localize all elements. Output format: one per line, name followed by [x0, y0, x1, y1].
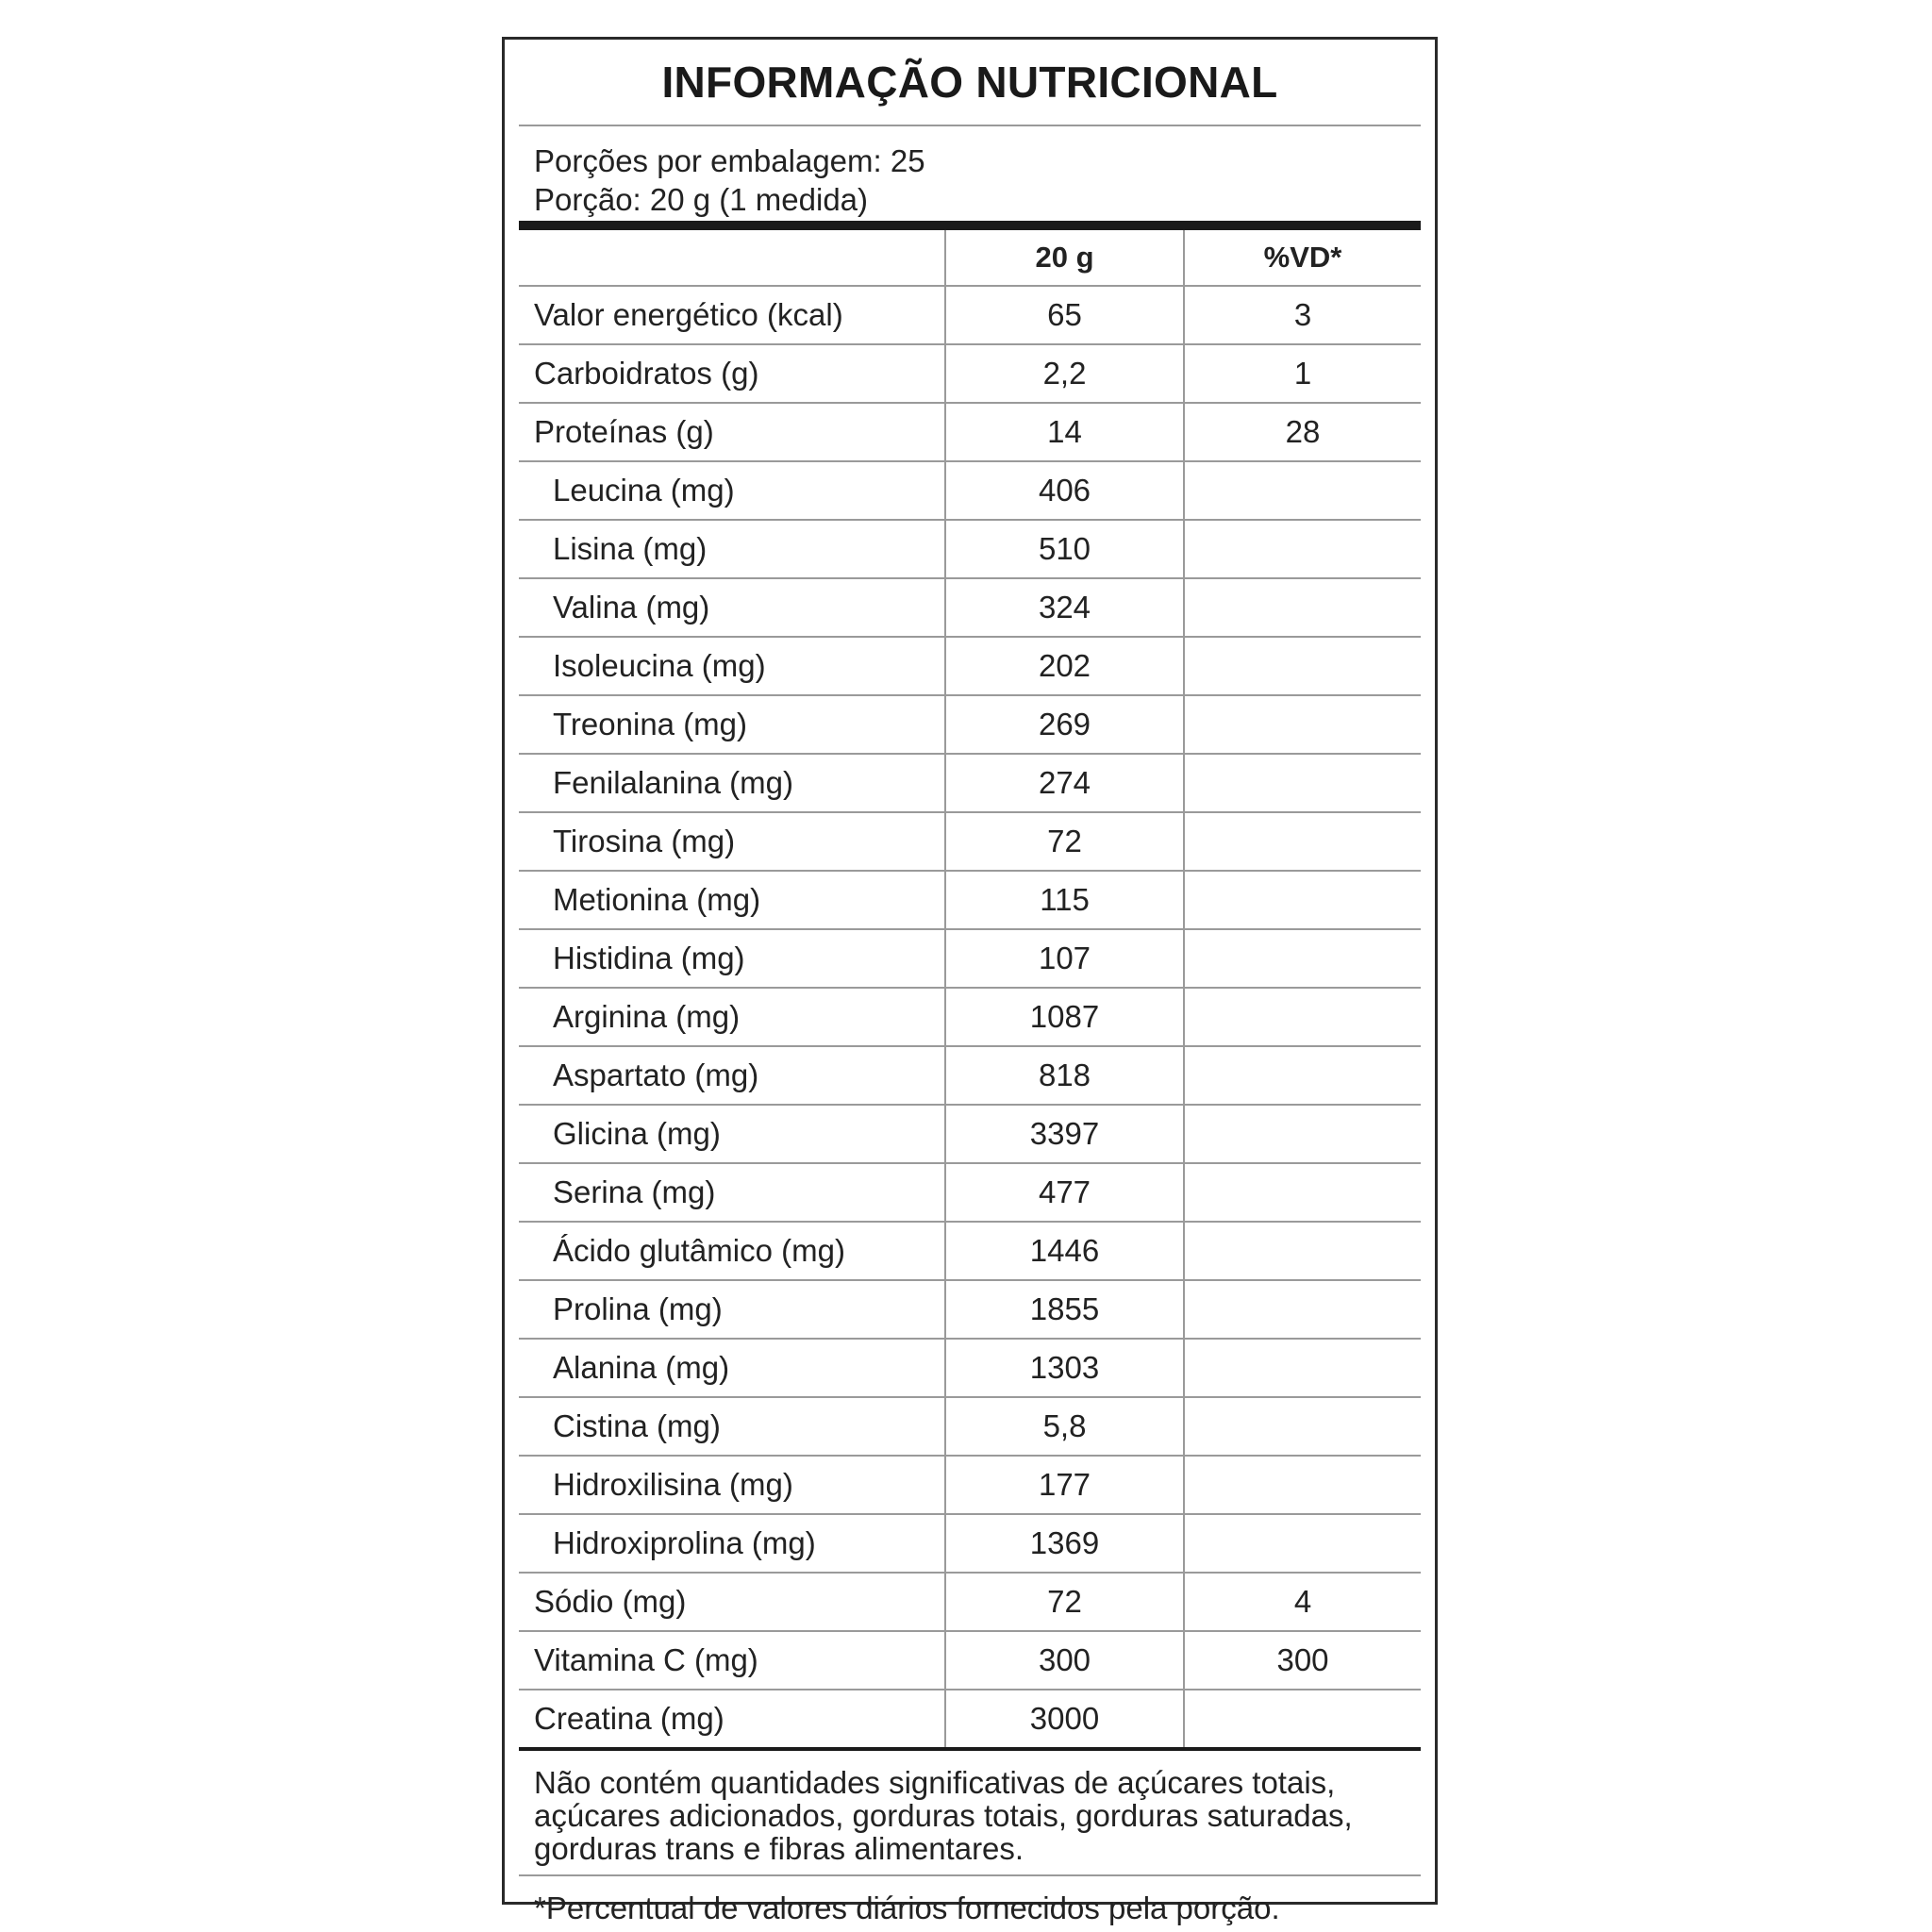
nutrient-daily-value-cell [1184, 988, 1421, 1046]
nutrient-amount-cell: 1087 [945, 988, 1184, 1046]
nutrient-amount-cell: 1369 [945, 1514, 1184, 1573]
table-row [519, 461, 1421, 520]
nutrient-amount-cell: 5,8 [945, 1397, 1184, 1456]
note-line: açúcares adicionados, gorduras totais, gorduras saturadas, [534, 1798, 1353, 1833]
nutrition-note [519, 1751, 1421, 1876]
table-row [519, 754, 1421, 812]
nutrient-name-cell: Glicina (mg) [519, 1105, 945, 1163]
header-amount-cell: 20 g [945, 230, 1184, 286]
table-row [519, 286, 1421, 344]
nutrient-daily-value-cell: 300 [1184, 1631, 1421, 1690]
nutrient-name-cell: Alanina (mg) [519, 1339, 945, 1397]
header-name-cell [519, 230, 945, 286]
table-row [519, 1631, 1421, 1690]
serving-size: Porção: 20 g (1 medida) [534, 182, 869, 217]
table-row [519, 1105, 1421, 1163]
nutrient-daily-value-cell [1184, 1690, 1421, 1749]
nutrient-name-cell: Metionina (mg) [519, 871, 945, 929]
nutrient-name-cell: Hidroxiprolina (mg) [519, 1514, 945, 1573]
table-row [519, 1573, 1421, 1631]
daily-value-footnote: *Percentual de valores diários fornecidos pela porção. [534, 1890, 1280, 1925]
nutrient-name-cell: Valor energético (kcal) [519, 286, 945, 344]
table-row [519, 1046, 1421, 1105]
table-row [519, 1339, 1421, 1397]
nutrient-daily-value-cell [1184, 1105, 1421, 1163]
nutrient-amount-cell: 3397 [945, 1105, 1184, 1163]
nutrient-amount-cell: 1446 [945, 1222, 1184, 1280]
nutrient-name-cell: Serina (mg) [519, 1163, 945, 1222]
nutrient-name-cell: Valina (mg) [519, 578, 945, 637]
nutrient-name-cell: Carboidratos (g) [519, 344, 945, 403]
nutrient-name-cell: Aspartato (mg) [519, 1046, 945, 1105]
table-row [519, 403, 1421, 461]
note-line: Não contém quantidades significativas de açúcares totais, [534, 1765, 1336, 1800]
table-row [519, 988, 1421, 1046]
table-header-row [519, 230, 1421, 286]
table-row [519, 578, 1421, 637]
table-row [519, 1163, 1421, 1222]
nutrient-name-cell: Leucina (mg) [519, 461, 945, 520]
nutrient-amount-cell: 510 [945, 520, 1184, 578]
nutrient-daily-value-cell [1184, 929, 1421, 988]
nutrient-daily-value-cell [1184, 1456, 1421, 1514]
nutrition-table [519, 230, 1421, 1751]
nutrient-amount-cell: 1303 [945, 1339, 1184, 1397]
nutrient-name-cell: Proteínas (g) [519, 403, 945, 461]
serving-info [519, 126, 1421, 230]
nutrient-daily-value-cell [1184, 812, 1421, 871]
table-row [519, 812, 1421, 871]
table-row [519, 1514, 1421, 1573]
nutrient-daily-value-cell [1184, 1514, 1421, 1573]
nutrient-name-cell: Isoleucina (mg) [519, 637, 945, 695]
table-row [519, 929, 1421, 988]
nutrient-daily-value-cell [1184, 1163, 1421, 1222]
nutrient-amount-cell: 2,2 [945, 344, 1184, 403]
nutrition-facts-label [502, 37, 1438, 1925]
nutrient-amount-cell: 269 [945, 695, 1184, 754]
nutrient-daily-value-cell [1184, 578, 1421, 637]
nutrient-amount-cell: 274 [945, 754, 1184, 812]
nutrient-daily-value-cell [1184, 1339, 1421, 1397]
nutrient-name-cell: Fenilalanina (mg) [519, 754, 945, 812]
nutrient-daily-value-cell: 3 [1184, 286, 1421, 344]
nutrient-name-cell: Lisina (mg) [519, 520, 945, 578]
nutrient-name-cell: Vitamina C (mg) [519, 1631, 945, 1690]
nutrient-daily-value-cell: 4 [1184, 1573, 1421, 1631]
table-row [519, 1690, 1421, 1749]
nutrient-daily-value-cell [1184, 520, 1421, 578]
nutrient-daily-value-cell [1184, 461, 1421, 520]
nutrient-name-cell: Sódio (mg) [519, 1573, 945, 1631]
nutrient-daily-value-cell [1184, 1280, 1421, 1339]
nutrient-name-cell: Treonina (mg) [519, 695, 945, 754]
nutrient-name-cell: Ácido glutâmico (mg) [519, 1222, 945, 1280]
table-row [519, 344, 1421, 403]
nutrient-daily-value-cell [1184, 695, 1421, 754]
nutrient-amount-cell: 115 [945, 871, 1184, 929]
nutrient-amount-cell: 202 [945, 637, 1184, 695]
nutrient-name-cell: Prolina (mg) [519, 1280, 945, 1339]
table-row [519, 520, 1421, 578]
table-row [519, 1222, 1421, 1280]
nutrient-amount-cell: 3000 [945, 1690, 1184, 1749]
nutrient-daily-value-cell: 28 [1184, 403, 1421, 461]
nutrient-amount-cell: 324 [945, 578, 1184, 637]
table-row [519, 637, 1421, 695]
nutrient-name-cell: Histidina (mg) [519, 929, 945, 988]
nutrient-daily-value-cell [1184, 637, 1421, 695]
header-daily-value-cell: %VD* [1184, 230, 1421, 286]
nutrient-name-cell: Tirosina (mg) [519, 812, 945, 871]
nutrient-name-cell: Creatina (mg) [519, 1690, 945, 1749]
table-row [519, 1397, 1421, 1456]
nutrient-name-cell: Arginina (mg) [519, 988, 945, 1046]
nutrient-amount-cell: 1855 [945, 1280, 1184, 1339]
nutrient-amount-cell: 107 [945, 929, 1184, 988]
table-row [519, 871, 1421, 929]
nutrient-amount-cell: 300 [945, 1631, 1184, 1690]
note-line: gorduras trans e fibras alimentares. [534, 1831, 1024, 1866]
nutrient-daily-value-cell [1184, 1397, 1421, 1456]
nutrient-daily-value-cell [1184, 871, 1421, 929]
nutrient-daily-value-cell [1184, 1222, 1421, 1280]
nutrient-daily-value-cell: 1 [1184, 344, 1421, 403]
label-title: INFORMAÇÃO NUTRICIONAL [519, 40, 1421, 126]
nutrient-amount-cell: 406 [945, 461, 1184, 520]
nutrient-daily-value-cell [1184, 754, 1421, 812]
nutrient-amount-cell: 177 [945, 1456, 1184, 1514]
nutrient-amount-cell: 818 [945, 1046, 1184, 1105]
table-row [519, 1280, 1421, 1339]
nutrient-amount-cell: 14 [945, 403, 1184, 461]
table-row [519, 695, 1421, 754]
nutrient-name-cell: Hidroxilisina (mg) [519, 1456, 945, 1514]
nutrient-name-cell: Cistina (mg) [519, 1397, 945, 1456]
nutrient-amount-cell: 65 [945, 286, 1184, 344]
table-row [519, 1456, 1421, 1514]
servings-per-package: Porções por embalagem: 25 [534, 143, 925, 178]
nutrient-amount-cell: 477 [945, 1163, 1184, 1222]
nutrient-amount-cell: 72 [945, 1573, 1184, 1631]
nutrient-amount-cell: 72 [945, 812, 1184, 871]
nutrient-daily-value-cell [1184, 1046, 1421, 1105]
